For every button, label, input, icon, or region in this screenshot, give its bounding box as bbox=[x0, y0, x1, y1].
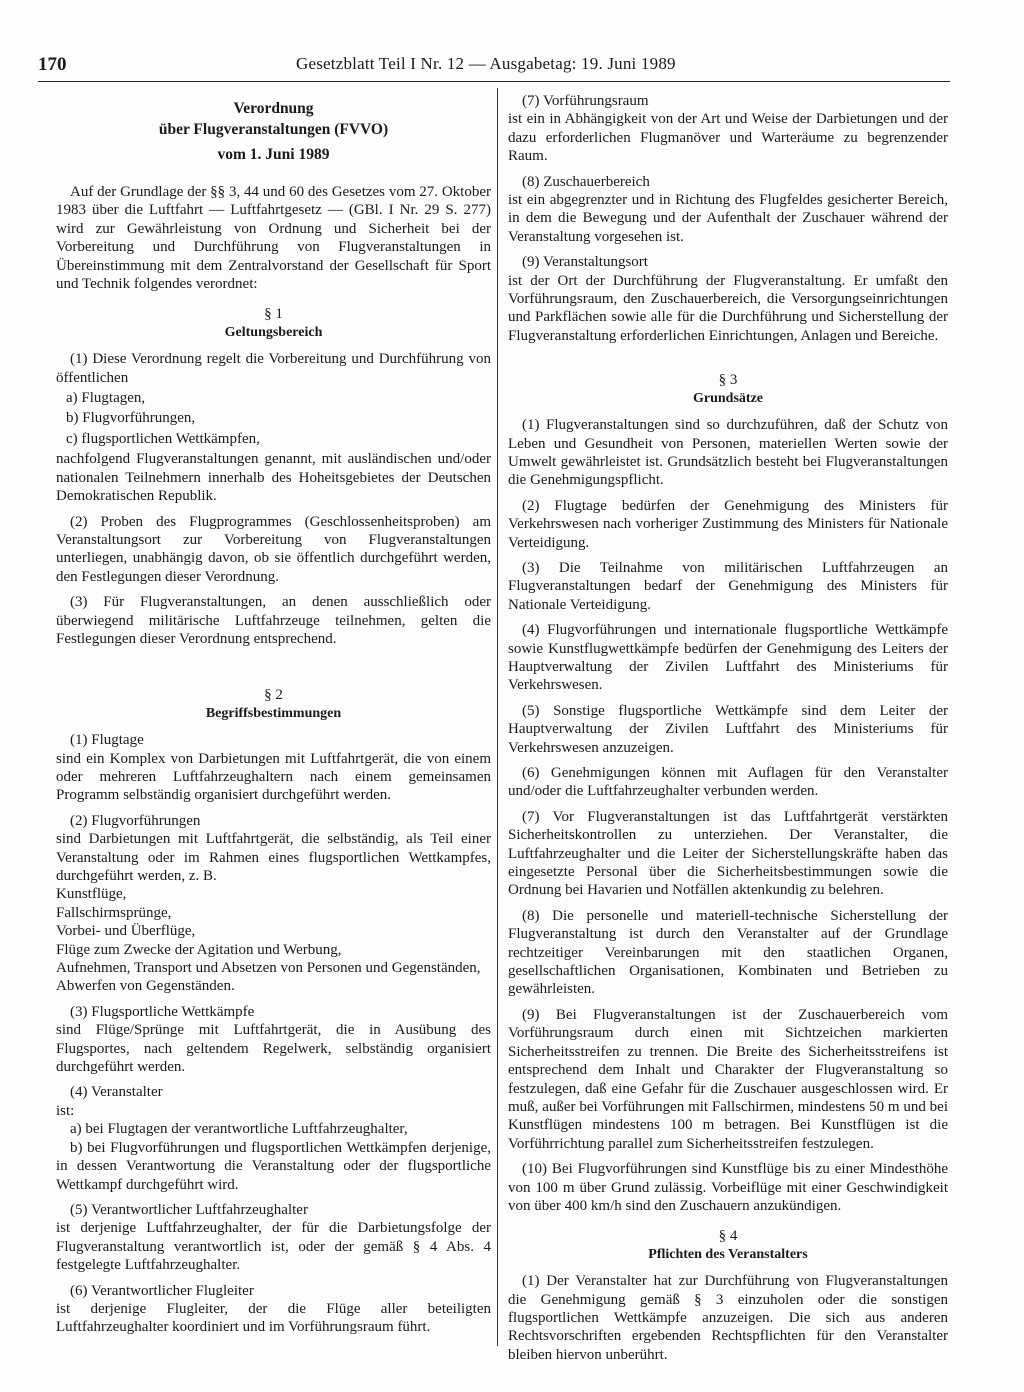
s1-paragraph-3: (3) Für Flugveranstaltungen, an denen ausschließlich oder überwiegend militärische Luftfahrzeuge teilnehmen, gelten die Festlegungen dieser Verordnung entsprechend. bbox=[56, 594, 491, 647]
s2-example-item: Kunstflüge, bbox=[56, 886, 127, 903]
page-header bbox=[38, 48, 950, 82]
s1-paragraph-2: (2) Proben des Flugprogrammes (Geschlossenheitsproben) am Veranstaltungsort zur Vorbereitung von Flugveranstaltungen unterliegen, unabhängig davon, ob sie öffentlich durchgeführt werden, den Festlegungen dieser Verordnung. bbox=[56, 513, 491, 585]
column-divider bbox=[497, 88, 498, 1346]
s3-paragraph: (7) Vor Flugveranstaltungen ist das Luftfahrtgerät verstärkten Sicherheitskontrollen zu unterziehen. Der Veranstalter, die Luftfahrzeughalter und die Leiter der Sicherstellungskräfte haben das eingesetzte Personal über die Sicherheitsbestimmungen sowie die Ordnung bei Havarien und Notfällen aktenkundig zu belehren. bbox=[508, 808, 948, 899]
title-line-1: Verordnung bbox=[233, 100, 314, 117]
s2-term-5: (5) Verantwortlicher Luftfahrzeughalter bbox=[70, 1201, 308, 1218]
header-rule bbox=[38, 81, 950, 82]
s2-d4-item: b) bei Flugvorführungen und flugsportlichen Wettkämpfen derjenige, in dessen Verantwortung die Veranstaltung oder der flugsportliche Wettkampf durchgeführt wird. bbox=[56, 1139, 491, 1193]
section-2-sign: § 2 bbox=[264, 687, 283, 704]
s3-paragraph: (10) Bei Flugvorführungen sind Kunstflüge bis zu einer Mindesthöhe von 100 m über Grund zulässig. Vorbeiflüge mit einer Geschwindigkeit von über 400 km/h sind den Zuschauern anzukündigen. bbox=[508, 1161, 948, 1214]
s2-definition-7: ist ein in Abhängigkeit von der Art und Weise der Darbietungen und der dazu erforderlichen Flugmanöver und Warteräume zu begrenzender Raum. bbox=[508, 111, 948, 165]
s2-term-7: (7) Vorführungsraum bbox=[522, 93, 649, 109]
title-line-2: über Flugveranstaltungen (FVVO) bbox=[158, 121, 389, 138]
page-number: 170 bbox=[38, 54, 67, 75]
s2-d4-item: a) bei Flugtagen der verantwortliche Luftfahrzeughalter, bbox=[70, 1121, 408, 1138]
s2-definition-9: ist der Ort der Durchführung der Flugveranstaltung. Er umfaßt den Vorführungsraum, den Zuschauerbereich, die Versorgungseinrichtungen und Parkflächen sowie alle für die Durchführung und Sicherstellung der Flugveranstaltung erforderlichen Einrichtungen, Anlagen und Bereiche. bbox=[508, 272, 948, 344]
right-column bbox=[508, 92, 948, 1364]
s2-example-item: Aufnehmen, Transport und Absetzen von Personen und Gegenständen, bbox=[56, 960, 481, 977]
s3-paragraph: (9) Bei Flugveranstaltungen ist der Zuschauerbereich vom Vorführungsraum durch einen mit Sichtzeichen markierten Sicherheitsstreifen zu trennen. Die Breite des Sicherheitsstreifens ist entsprechend dem Inhalt und Charakter der Flugveranstaltung so festzulegen, daß eine Gefahr für die Zuschauer ausgeschlossen wird. Er muß, außer bei Vorführungen mit Fallschirmen, mindestens 50 m und bei Kunstflügen mindestens 100 m betragen. Bei Kunstflügen ist die Vorführrichtung parallel zum Sicherheitsstreifen festzulegen. bbox=[508, 1006, 948, 1152]
section-4-heading: Pflichten des Veranstalters bbox=[648, 1246, 808, 1262]
section-1-heading: Geltungsbereich bbox=[224, 324, 323, 340]
s3-paragraph: (3) Die Teilnahme von militärischen Luftfahrzeugen an Flugveranstaltungen bedarf der Genehmigung des Ministers für Nationale Verteidigung. bbox=[508, 559, 948, 613]
s2-definition-4: ist: bbox=[56, 1102, 75, 1119]
s2-term-8: (8) Zuschauerbereich bbox=[522, 173, 650, 190]
s2-definition-1: sind ein Komplex von Darbietungen mit Luftfahrtgerät, die von einem oder mehreren Luftfahrzeughaltern nach einem gemeinsamen Programm selbständig organisiert durchgeführt werden. bbox=[56, 750, 491, 804]
s3-paragraph: (4) Flugvorführungen und internationale flugsportliche Wettkämpfe sowie Kunstflugwettkämpfe bedürfen der Genehmigung des Leiters der Hauptverwaltung der Zivilen Luftfahrt des Ministeriums für Verkehrswesen. bbox=[508, 622, 948, 694]
s3-paragraph: (1) Flugveranstaltungen sind so durchzuführen, daß der Schutz von Leben und Gesundheit von Personen, materiellen Werten sowie der Umwelt gewährleistet ist. Grundsätzlich besteht bei Flugveranstaltungen die Genehmigungspflicht. bbox=[508, 417, 948, 489]
s2-term-3: (3) Flugsportliche Wettkämpfe bbox=[70, 1003, 255, 1020]
section-3-heading: Grundsätze bbox=[693, 390, 763, 406]
s2-term-6: (6) Verantwortlicher Flugleiter bbox=[70, 1282, 254, 1299]
s1-list-item: c) flugsportlichen Wettkämpfen, bbox=[66, 430, 260, 447]
s2-term-4: (4) Veranstalter bbox=[70, 1084, 163, 1101]
s3-paragraph: (6) Genehmigungen können mit Auflagen für den Veranstalter und/oder die Luftfahrzeughalter verbunden werden. bbox=[508, 765, 948, 800]
s2-definition-8: ist ein abgegrenzter und in Richtung des Flugfeldes gesicherter Bereich, in dem die Bewegung und der Aufenthalt der Zuschauer während der Veranstaltung vorgesehen ist. bbox=[508, 192, 948, 245]
s3-paragraph: (5) Sonstige flugsportliche Wettkämpfe sind dem Leiter der Hauptverwaltung der Zivilen Luftfahrt des Ministeriums für Verkehrswesen anzuzeigen. bbox=[508, 702, 948, 756]
s2-example-item: Fallschirmsprünge, bbox=[56, 904, 172, 921]
s2-term-2: (2) Flugvorführungen bbox=[70, 812, 201, 829]
document-title bbox=[56, 98, 491, 165]
s1-paragraph-1-intro: (1) Diese Verordnung regelt die Vorbereitung und Durchführung von öffentlichen bbox=[56, 351, 491, 386]
section-4-sign: § 4 bbox=[718, 1228, 738, 1245]
s1-list-item: a) Flugtagen, bbox=[66, 390, 146, 407]
s2-definition-2: sind Darbietungen mit Luftfahrtgerät, die selbständig, als Teil einer Veranstaltung oder im Rahmen eines flugsportlichen Wettkampfes, durchgeführt werden, z. B. bbox=[56, 831, 491, 884]
section-2-heading: Begriffsbestimmungen bbox=[205, 705, 342, 721]
s4-paragraph-1: (1) Der Veranstalter hat zur Durchführung von Flugveranstaltungen die Genehmigung gemäß § 3 einzuholen oder die sonstigen flugsportlichen Wettkämpfe anzuzeigen. Die sich aus anderen Rechtsvorschriften ergebenden Rechtspflichten für den Veranstalter bleiben hiervon unberührt. bbox=[508, 1273, 948, 1363]
s2-example-item: Vorbei- und Überflüge, bbox=[56, 923, 196, 940]
preamble: Auf der Grundlage der §§ 3, 44 und 60 des Gesetzes vom 27. Oktober 1983 über die Luftfahrt — Luftfahrtgesetz — (GBl. I Nr. 29 S. 277) wird zur Gewährleistung von Ordnung und Sicherheit bei der Vorbereitung und Durchführung von Flugveranstaltungen in Übereinstimmung mit dem Zentralvorstand der Gesellschaft für Sport und Technik folgendes verordnet: bbox=[56, 184, 491, 293]
title-line-3: vom 1. Juni 1989 bbox=[217, 146, 330, 163]
s1-list-item: b) Flugvorführungen, bbox=[66, 410, 196, 427]
s2-term-9: (9) Veranstaltungsort bbox=[522, 254, 648, 271]
s3-paragraph: (8) Die personelle und materiell-technische Sicherstellung der Flugveranstaltung ist durch den Veranstalter auf der Grundlage rechtzeitiger Vereinbarungen mit den staatlichen Organen, gesellschaftlichen Organisationen, Kombinaten und Betrieben zu gewährleisten. bbox=[508, 907, 948, 998]
s2-term-1: (1) Flugtage bbox=[70, 732, 144, 749]
left-column bbox=[56, 92, 491, 1337]
s2-definition-6: ist derjenige Flugleiter, der die Flüge aller beteiligten Luftfahrzeughalter koordiniert und im Vorführungsraum führt. bbox=[56, 1300, 491, 1336]
s2-example-item: Flüge zum Zwecke der Agitation und Werbung, bbox=[56, 941, 342, 958]
s3-paragraph: (2) Flugtage bedürfen der Genehmigung des Ministers für Verkehrswesen nach vorheriger Zustimmung des Ministers für Nationale Verteidigung. bbox=[508, 497, 948, 551]
running-title: Gesetzblatt Teil I Nr. 12 — Ausgabetag: 19. Juni 1989 bbox=[296, 54, 676, 73]
s2-definition-5: ist derjenige Luftfahrzeughalter, der für die Darbietungsfolge der Flugveranstaltung verantwortlich ist, oder der gemäß § 4 Abs. 4 festgelegte Luftfahrzeughalter. bbox=[56, 1220, 491, 1274]
s2-example-item: Abwerfen von Gegenständen. bbox=[56, 978, 235, 995]
s2-definition-3: sind Flüge/Sprünge mit Luftfahrtgerät, die in Ausübung des Flugsportes, nach geltendem Regelwerk, selbständig organisiert durchgeführt werden. bbox=[56, 1022, 491, 1076]
section-1-sign: § 1 bbox=[264, 306, 283, 323]
section-3-sign: § 3 bbox=[718, 372, 738, 389]
s1-paragraph-1-cont: nachfolgend Flugveranstaltungen genannt, mit ausländischen und/oder nationalen Teilnehmern innerhalb des Hoheitsgebietes der Deutschen Demokratischen Republik. bbox=[56, 451, 491, 505]
